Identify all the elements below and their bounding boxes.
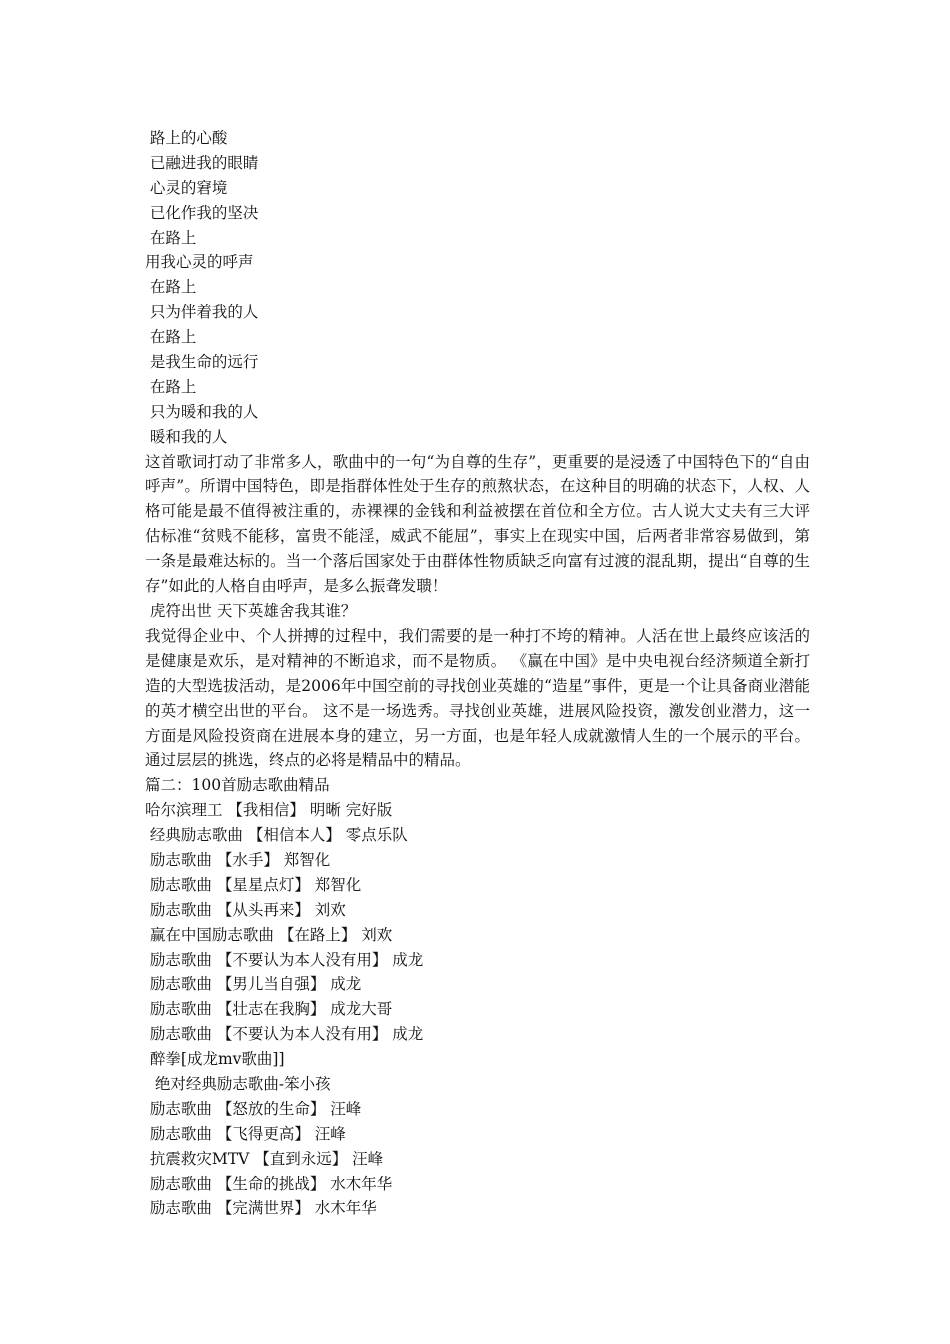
- lyric-line: 路上的心酸: [145, 129, 228, 147]
- lyric-line: 已融进我的眼睛: [145, 153, 259, 172]
- song-item: 励志歌曲 【男儿当自强】 成龙: [145, 975, 362, 994]
- lyric-line: 暖和我的人: [145, 427, 228, 446]
- song-item: 绝对经典励志歌曲-笨小孩: [145, 1075, 331, 1094]
- song-item: 励志歌曲 【完满世界】 水木年华: [145, 1199, 377, 1218]
- song-item: 励志歌曲 【不要认为本人没有用】 成龙: [145, 950, 424, 969]
- lyrics-block: [145, 126, 810, 450]
- lyric-line: 在路上: [145, 278, 197, 297]
- document-body: [145, 126, 810, 1221]
- tiger-line: 虎符出世 天下英雄舍我其谁？: [145, 602, 357, 621]
- song-item: 哈尔滨理工 【我相信】 明晰 完好版: [145, 801, 393, 820]
- lyric-line: 在路上: [145, 328, 197, 347]
- song-item: 励志歌曲 【飞得更高】 汪峰: [145, 1124, 346, 1143]
- song-item: 励志歌曲 【壮志在我胸】 成龙大哥: [145, 1000, 393, 1019]
- win-in-china-paragraph: 我觉得企业中、个人拼搏的过程中，我们需要的是一种打不垮的精神。人活在世上最终应该活的是健康是欢乐，是对精神的不断追求，而不是物质。 《赢在中国》是中央电视台经济频道全新打造的大型选拔活动，是2006年中国空前的寻找创业英雄的“造星”事件，更是一个让具备商业潜能的英才横空出世的平台。 这不是一场选秀。寻找创业英雄，进展风险投资，激发创业潜力，这一方面是风险投资商在进展本身的建立，另一方面，也是年轻人成就激情人生的一个展示的平台。通过层层的挑选，终点的必将是精品中的精品。: [145, 626, 810, 770]
- lyric-line: 是我生命的远行: [145, 353, 259, 372]
- song-item: 励志歌曲 【怒放的生命】 汪峰: [145, 1099, 362, 1118]
- lyric-line: 只为伴着我的人: [145, 303, 259, 322]
- song-item: 励志歌曲 【不要认为本人没有用】 成龙: [145, 1025, 424, 1044]
- lyric-line: 已化作我的坚决: [145, 203, 259, 222]
- song-item: 醉拳[成龙mv歌曲]]: [145, 1050, 285, 1069]
- song-item: 励志歌曲 【从头再来】 刘欢: [145, 900, 346, 919]
- commentary-paragraph: 这首歌词打动了非常多人，歌曲中的一句“为自尊的生存”，更重要的是浸透了中国特色下的“自由呼声”。所谓中国特色，即是指群体性处于生存的煎熬状态，在这种目的明确的状态下，人权、人格可能是最不值得被注重的，赤裸裸的金钱和利益被摆在首位和全方位。古人说大丈夫有三大评估标准“贫贱不能移，富贵不能淫，威武不能屈”，事实上在现实中国，后两者非常容易做到，第一条是最难达标的。当一个落后国家处于由群体性物质缺乏向富有过渡的混乱期，提出“自尊的生存”如此的人格自由呼声，是多么振聋发聩！: [145, 452, 810, 596]
- lyric-line: 用我心灵的呼声: [145, 253, 254, 272]
- song-item: 励志歌曲 【水手】 郑智化: [145, 851, 331, 870]
- song-item: 抗震救灾MTV 【直到永远】 汪峰: [145, 1149, 384, 1168]
- song-list: [145, 798, 810, 1221]
- lyric-line: 只为暖和我的人: [145, 402, 259, 421]
- section-title: 篇二：100首励志歌曲精品: [145, 776, 330, 795]
- lyric-line: 在路上: [145, 228, 197, 247]
- song-item: 经典励志歌曲 【相信本人】 零点乐队: [145, 826, 408, 845]
- song-item: 励志歌曲 【生命的挑战】 水木年华: [145, 1174, 393, 1193]
- lyric-line: 心灵的窘境: [145, 178, 228, 197]
- song-item: 赢在中国励志歌曲 【在路上】 刘欢: [145, 925, 393, 944]
- lyric-line: 在路上: [145, 377, 197, 396]
- song-item: 励志歌曲 【星星点灯】 郑智化: [145, 875, 362, 894]
